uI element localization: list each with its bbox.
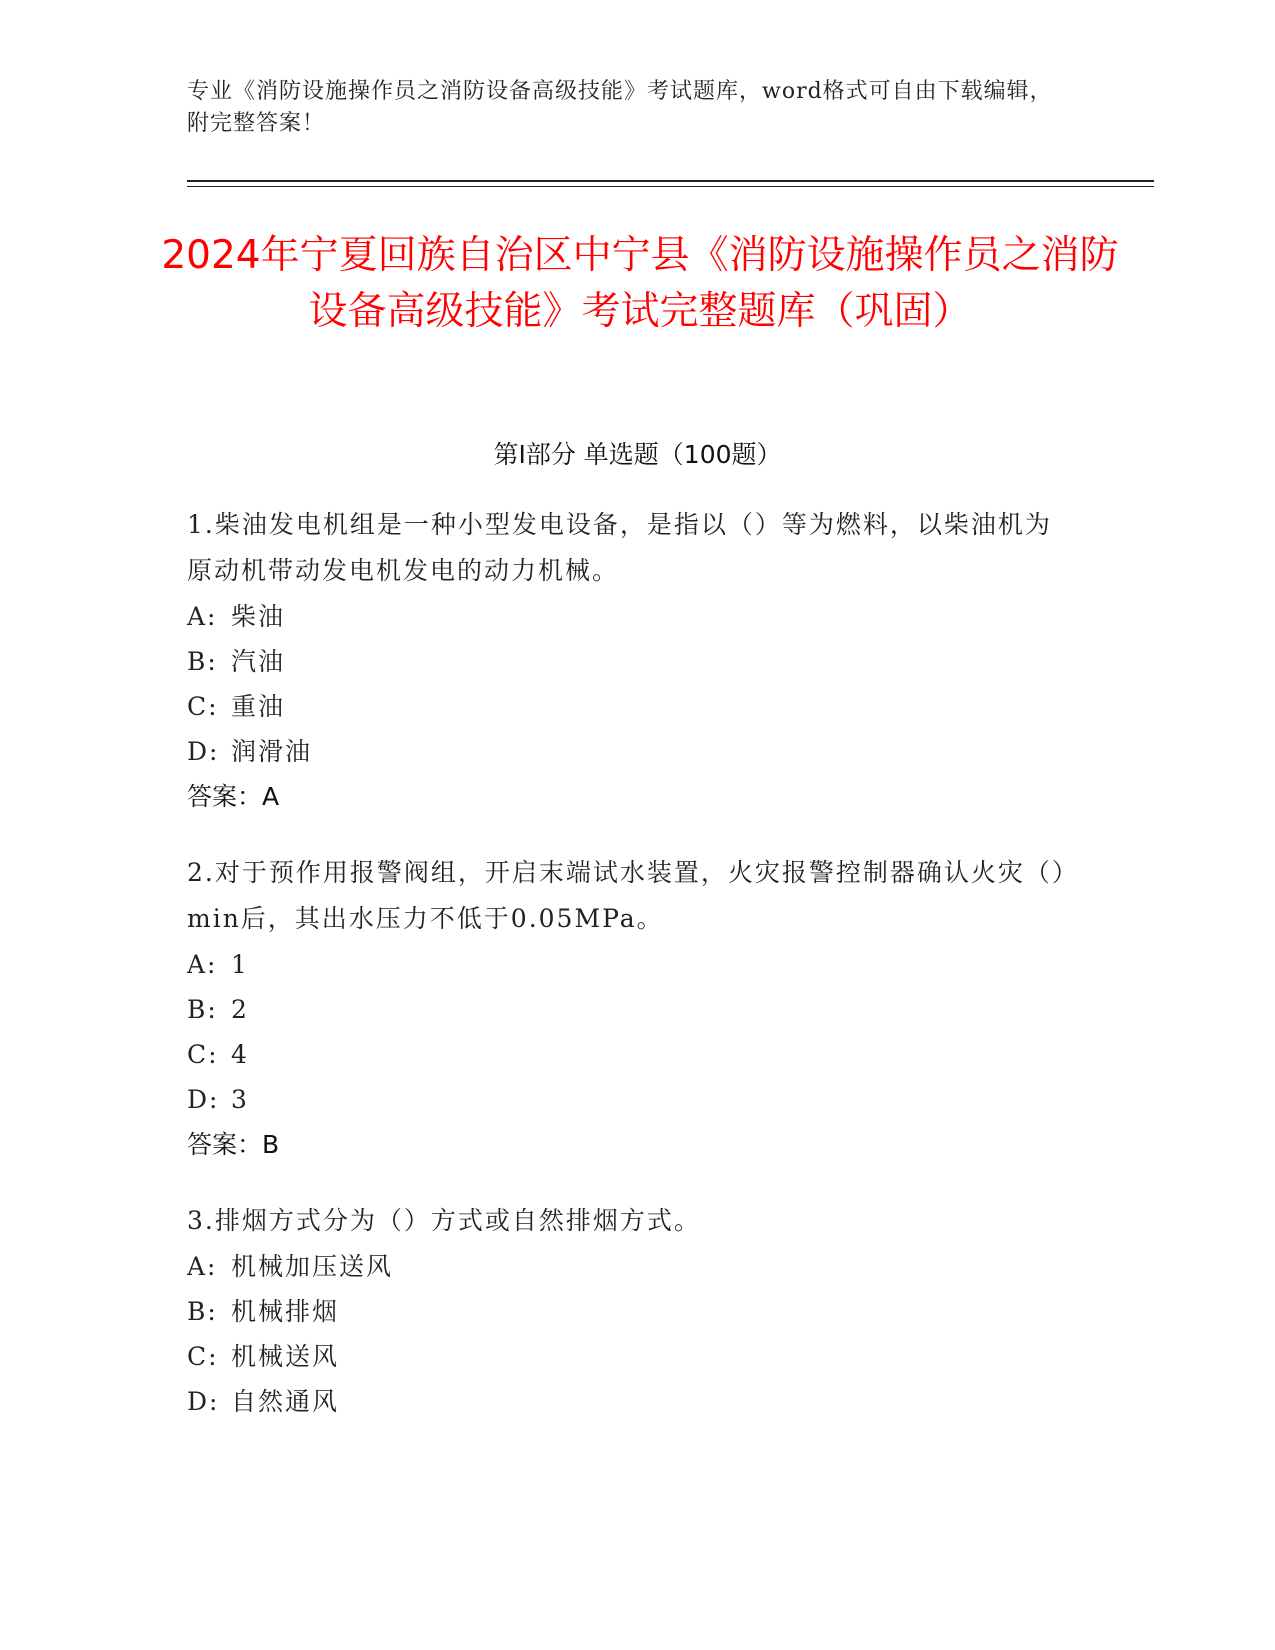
header-rule-thick [187, 180, 1154, 182]
section-heading: 第I部分 单选题（100题） [493, 440, 782, 469]
option-key: C: [187, 692, 219, 721]
question-stem: 1.柴油发电机组是一种小型发电设备，是指以（）等为燃料，以柴油机为原动机带动发电机发电的动力机械。 [187, 510, 1052, 585]
question-3 [187, 1198, 1067, 1424]
header-rule-thin [187, 186, 1154, 187]
option-key: A: [187, 602, 218, 631]
question-stem: 2.对于预作用报警阀组，开启末端试水装置，火灾报警控制器确认火灾（）min后，其出水压力不低于0.05MPa。 [187, 858, 1067, 933]
option-text: 机械排烟 [231, 1297, 340, 1326]
option-text: 汽油 [231, 647, 286, 676]
option-text: 2 [231, 995, 249, 1024]
option-key: B: [187, 647, 218, 676]
question-stem: 3.排烟方式分为（）方式或自然排烟方式。 [187, 1206, 701, 1235]
option-text: 机械送风 [231, 1342, 340, 1371]
option-text: 4 [231, 1040, 249, 1069]
option-key: C: [187, 1040, 219, 1069]
option-c [187, 1334, 1067, 1379]
option-key: B: [187, 995, 218, 1024]
option-text: 润滑油 [231, 737, 313, 766]
option-d [187, 1379, 1067, 1424]
option-text: 3 [231, 1085, 249, 1114]
question-2 [187, 850, 1067, 1167]
option-key: C: [187, 1342, 219, 1371]
question-1 [187, 502, 1067, 819]
option-key: A: [187, 950, 218, 979]
option-key: B: [187, 1297, 218, 1326]
option-key: D: [187, 1387, 220, 1416]
document-title: 2024年宁夏回族自治区中宁县《消防设施操作员之消防设备高级技能》考试完整题库（巩固） [161, 233, 1119, 334]
option-key: D: [187, 1085, 220, 1114]
option-text: 机械加压送风 [231, 1252, 394, 1281]
option-text: 重油 [231, 692, 286, 721]
option-a [187, 594, 1067, 639]
option-text: 自然通风 [231, 1387, 340, 1416]
option-c [187, 684, 1067, 729]
option-d [187, 729, 1067, 774]
option-key: D: [187, 737, 220, 766]
option-b [187, 1289, 1067, 1334]
option-a [187, 1244, 1067, 1289]
option-b [187, 639, 1067, 684]
answer-label: 答案：A [187, 782, 280, 811]
option-c [187, 1032, 1067, 1077]
header-note: 专业《消防设施操作员之消防设备高级技能》考试题库，word格式可自由下载编辑，附完整答案！ [187, 79, 1053, 136]
option-d [187, 1077, 1067, 1122]
option-a [187, 942, 1067, 987]
option-text: 1 [231, 950, 249, 979]
answer-label: 答案：B [187, 1130, 280, 1159]
option-key: A: [187, 1252, 218, 1281]
option-text: 柴油 [231, 602, 286, 631]
option-b [187, 987, 1067, 1032]
